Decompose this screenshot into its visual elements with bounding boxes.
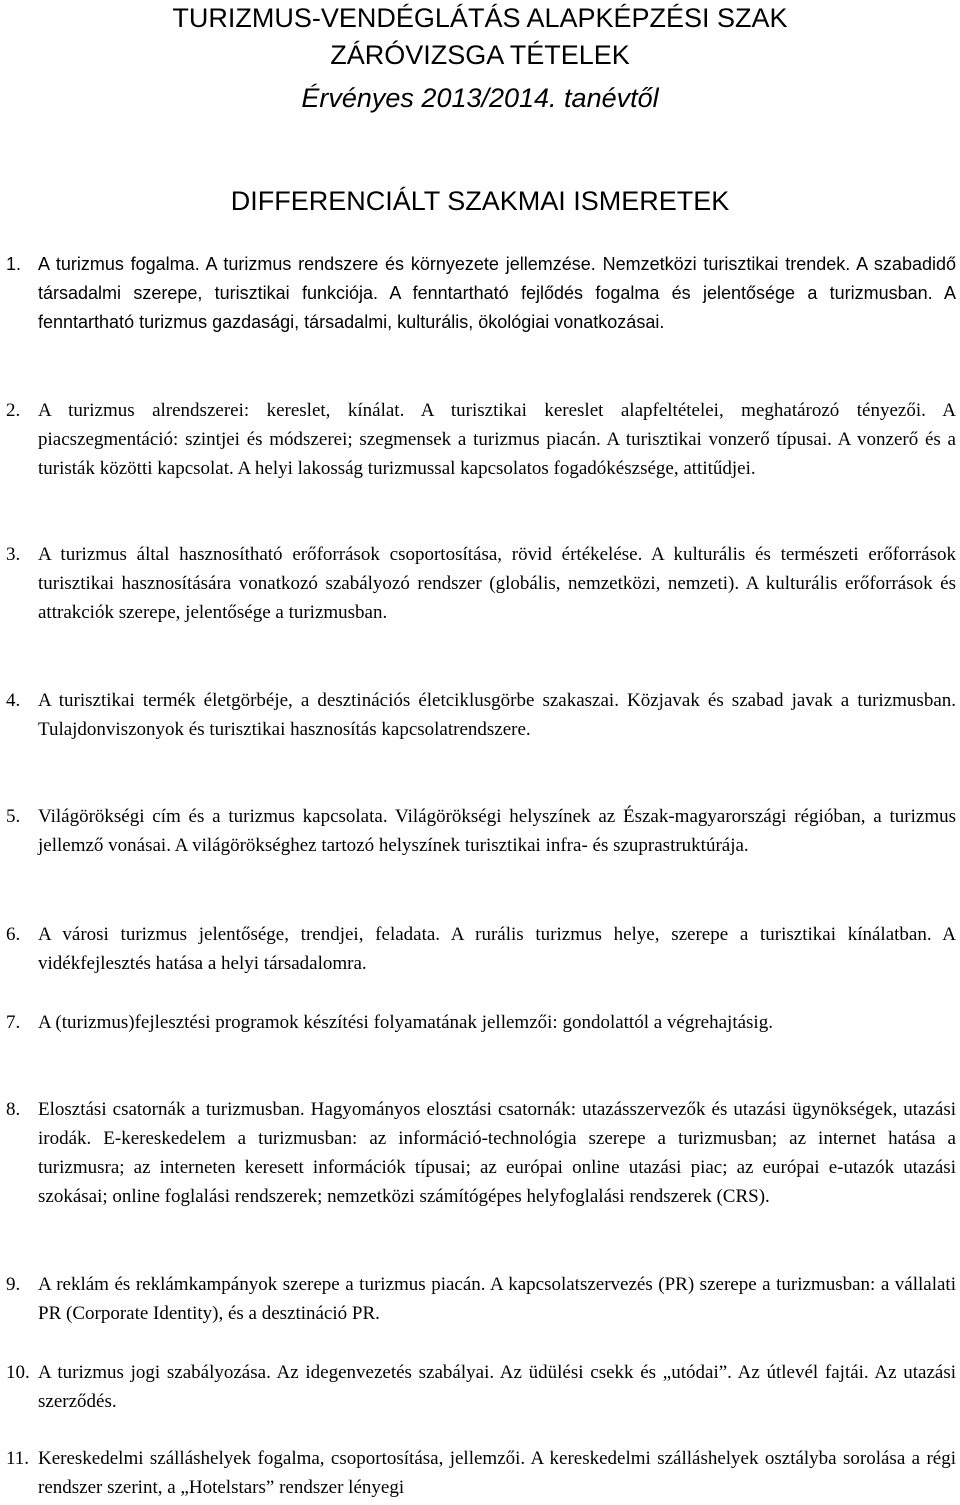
exam-topic-7 (6, 1008, 956, 1037)
topic-number: 9. (6, 1274, 21, 1295)
exam-topic-3 (6, 540, 956, 627)
topic-number: 3. (6, 544, 21, 565)
topic-number: 7. (6, 1012, 21, 1033)
topic-text: A városi turizmus jelentősége, trendjei, feladata. A rurális turizmus helye, szerepe a turisztikai kínálatban. A vidékfejlesztés hatása a helyi társadalomra. (38, 924, 956, 974)
exam-topic-1 (6, 250, 956, 337)
exam-topic-10 (6, 1358, 956, 1416)
topic-text: A (turizmus)fejlesztési programok készítési folyamatának jellemzői: gondolattól a végrehajtásig. (38, 1012, 773, 1033)
topic-number: 2. (6, 400, 21, 421)
topic-text: A turisztikai termék életgörbéje, a desztinációs életciklusgörbe szakaszai. Közjavak és szabad javak a turizmusban. Tulajdonviszonyok és turisztikai hasznosítás kapcsolatrendszere. (38, 690, 956, 740)
topic-number: 8. (6, 1099, 21, 1120)
validity-note: Érvényes 2013/2014. tanévtől (301, 83, 659, 113)
topic-number: 6. (6, 924, 21, 945)
topic-text: A turizmus fogalma. A turizmus rendszere és környezete jellemzése. Nemzetközi turisztikai trendek. A szabadidő társadalmi szerepe, turisztikai funkciója. A fenntartható fejlődés fogalma és jelentősége a turizmusban. A fenntartható turizmus gazdasági, társadalmi, kulturális, ökológiai vonatkozásai. (38, 254, 956, 332)
topic-text: A turizmus által hasznosítható erőforrások csoportosítása, rövid értékelése. A kulturális és természeti erőforrások turisztikai hasznosítására vonatkozó szabályozó rendszer (globális, nemzetközi, nemzeti). A kulturális erőforrások és attrakciók szerepe, jelentősége a turizmusban. (38, 544, 956, 623)
document-title-line-1: TURIZMUS-VENDÉGLÁTÁS ALAPKÉPZÉSI SZAK (172, 3, 788, 33)
exam-topic-11 (6, 1444, 956, 1502)
document-header (0, 0, 960, 122)
topic-text: A turizmus alrendszerei: kereslet, kínálat. A turisztikai kereslet alapfeltételei, meghatározó tényezői. A piacszegmentáció: szintjei és módszerei; szegmensek a turizmus piacán. A turisztikai vonzerő típusai. A vonzerő és a turisták közötti kapcsolat. A helyi lakosság turizmussal kapcsolatos fogadókészsége, attitűdjei. (38, 400, 956, 479)
exam-topic-4 (6, 686, 956, 744)
document-title-line-2: ZÁRÓVIZSGA TÉTELEK (330, 40, 630, 70)
topic-text: Kereskedelmi szálláshelyek fogalma, csoportosítása, jellemzői. A kereskedelmi szálláshelyek osztályba sorolása a régi rendszer szerint, a „Hotelstars” rendszer lényegi (38, 1448, 956, 1498)
exam-topic-9 (6, 1270, 956, 1328)
topic-number: 1. (6, 254, 22, 274)
topic-text: Világörökségi cím és a turizmus kapcsolata. Világörökségi helyszínek az Észak-magyarországi régióban, a turizmus jellemző vonásai. A világörökséghez tartozó helyszínek turisztikai infra- és szuprastruktúrája. (38, 806, 956, 856)
topic-text: Elosztási csatornák a turizmusban. Hagyományos elosztási csatornák: utazásszervezők és utazási ügynökségek, utazási irodák. E-kereskedelem a turizmusban: az információ-technológia szerepe a turizmusban; az internet hatása a turizmusra; az interneten keresett információk típusai; az európai online utazási piac; az európai e-utazók utazási szokásai; online foglalási rendszerek; nemzetközi számítógépes helyfoglalási rendszerek (CRS). (38, 1099, 956, 1207)
topic-text: A reklám és reklámkampányok szerepe a turizmus piacán. A kapcsolatszervezés (PR) szerepe a turizmusban: a vállalati PR (Corporate Identity), és a desztináció PR. (38, 1274, 956, 1324)
topic-number: 4. (6, 690, 21, 711)
exam-topic-8 (6, 1095, 956, 1211)
topic-number: 5. (6, 806, 21, 827)
topic-number: 11. (6, 1448, 30, 1469)
exam-topic-5 (6, 802, 956, 860)
exam-topic-2 (6, 396, 956, 483)
topic-text: A turizmus jogi szabályozása. Az idegenvezetés szabályai. Az üdülési csekk és „utódai”. Az útlevél fajtái. Az utazási szerződés. (38, 1362, 956, 1412)
section-title: DIFFERENCIÁLT SZAKMAI ISMERETEK (230, 186, 730, 216)
topic-number: 10. (6, 1362, 30, 1383)
exam-topic-6 (6, 920, 956, 978)
